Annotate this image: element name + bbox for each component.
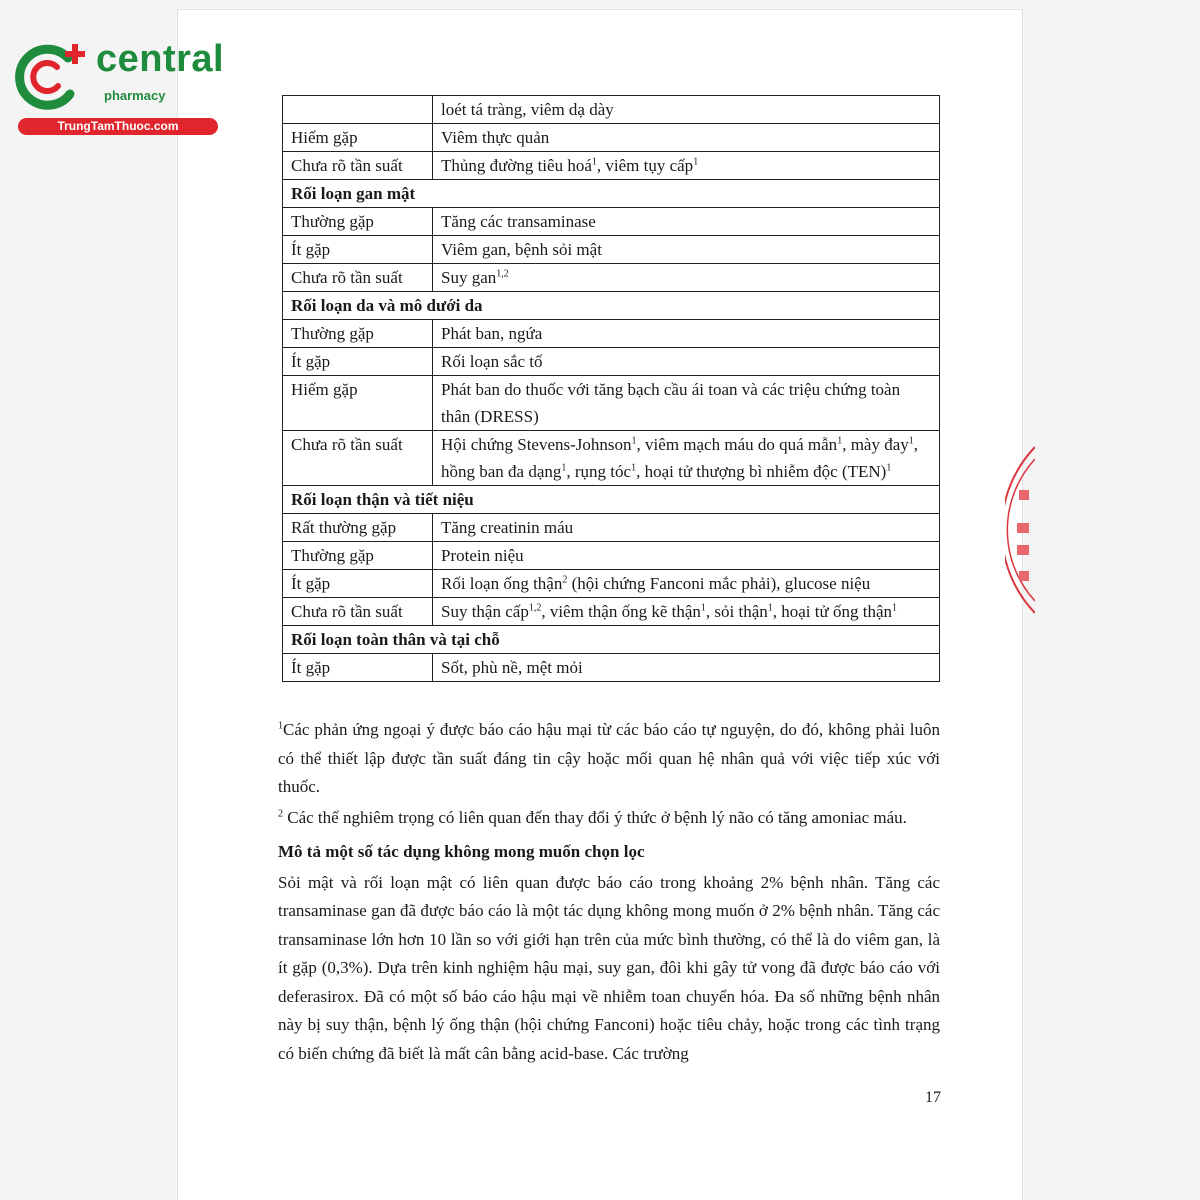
table-row xyxy=(283,598,940,626)
frequency-cell: Chưa rõ tần suất xyxy=(283,264,433,292)
pharmacy-c-plus-icon xyxy=(10,36,94,116)
table-row xyxy=(283,236,940,264)
effect-cell: Thủng đường tiêu hoá$^1$, viêm tụy cấp$^1$ xyxy=(433,152,940,180)
red-stamp-fragment xyxy=(1005,445,1035,615)
effect-cell: Tăng creatinin máu xyxy=(433,514,940,542)
frequency-cell: Ít gặp xyxy=(283,348,433,376)
effect-cell: Phát ban do thuốc với tăng bạch cầu ái toan và các triệu chứng toàn thân (DRESS) xyxy=(433,376,940,431)
frequency-cell xyxy=(283,96,433,124)
effect-cell: Viêm gan, bệnh sỏi mật xyxy=(433,236,940,264)
table-row xyxy=(283,320,940,348)
table-row xyxy=(283,96,940,124)
effect-cell: Viêm thực quản xyxy=(433,124,940,152)
effect-cell: Sốt, phù nề, mệt mỏi xyxy=(433,654,940,682)
central-pharmacy-logo xyxy=(8,36,225,136)
table-row xyxy=(283,542,940,570)
effect-cell: Suy gan$^{1,2}$ xyxy=(433,264,940,292)
section-row xyxy=(283,486,940,514)
effect-cell: Protein niệu xyxy=(433,542,940,570)
section-row xyxy=(283,180,940,208)
section-row xyxy=(283,626,940,654)
frequency-cell: Thường gặp xyxy=(283,320,433,348)
effect-cell: Hội chứng Stevens-Johnson$^1$, viêm mạch máu do quá mẫn$^1$, mày đay$^1$, hồng ban đa dạng$^1$, rụng tóc$^1$, hoại tử thượng bì nhiễm độc (TEN)$^1$ xyxy=(433,431,940,486)
table-row xyxy=(283,124,940,152)
effect-cell: loét tá tràng, viêm dạ dày xyxy=(433,96,940,124)
frequency-cell: Chưa rõ tần suất xyxy=(283,598,433,626)
frequency-cell: Chưa rõ tần suất xyxy=(283,431,433,486)
logo-subtitle: pharmacy xyxy=(104,88,166,103)
section-title: Rối loạn thận và tiết niệu xyxy=(283,486,940,514)
effect-cell: Suy thận cấp$^{1,2}$, viêm thận ống kẽ thận$^1$, sỏi thận$^1$, hoại tử ống thận$^1$ xyxy=(433,598,940,626)
frequency-cell: Thường gặp xyxy=(283,208,433,236)
section-title: Rối loạn gan mật xyxy=(283,180,940,208)
body-paragraph: Sỏi mật và rối loạn mật có liên quan được báo cáo trong khoảng 2% bệnh nhân. Tăng các transaminase gan đã được báo cáo là một tác dụng không mong muốn ở 2% bệnh nhân. Tăng các transaminase lớn hơn 10 lần so với giới hạn trên của mức bình thường, có thể là do viêm gan, là ít gặp (0,3%). Dựa trên kinh nghiệm hậu mại, suy gan, đôi khi gây tử vong đã được báo cáo với deferasirox. Đã có một số báo cáo hậu mại về nhiễm toan chuyển hóa. Đa số những bệnh nhân này bị suy thận, bệnh lý ống thận (hội chứng Fanconi) hoặc tiêu chảy, hoặc trong các tình trạng có biến chứng đã biết là mất cân bằng acid-base. Các trường xyxy=(278,872,940,1063)
footnote-2: $^2$ Các thể nghiêm trọng có liên quan đến thay đổi ý thức ở bệnh lý não có tăng amoniac máu. xyxy=(278,807,907,827)
page-number: 17 xyxy=(925,1089,941,1106)
frequency-cell: Ít gặp xyxy=(283,654,433,682)
frequency-cell: Ít gặp xyxy=(283,236,433,264)
effect-cell: Rối loạn sắc tố xyxy=(433,348,940,376)
section-heading: Mô tả một số tác dụng không mong muốn chọn lọc xyxy=(278,842,645,861)
frequency-cell: Rất thường gặp xyxy=(283,514,433,542)
notes-block xyxy=(278,716,940,1068)
table-row xyxy=(283,348,940,376)
effect-cell: Rối loạn ống thận$^2$ (hội chứng Fanconi mắc phải), glucose niệu xyxy=(433,570,940,598)
logo-site-badge: TrungTamThuoc.com xyxy=(18,118,218,135)
section-title: Rối loạn da và mô dưới da xyxy=(283,292,940,320)
table-row xyxy=(283,264,940,292)
section-title: Rối loạn toàn thân và tại chỗ xyxy=(283,626,940,654)
table-row xyxy=(283,152,940,180)
table-row xyxy=(283,570,940,598)
frequency-cell: Thường gặp xyxy=(283,542,433,570)
logo-wordmark: central xyxy=(96,38,225,80)
frequency-cell: Hiếm gặp xyxy=(283,376,433,431)
table-row xyxy=(283,514,940,542)
adverse-effects-table xyxy=(282,95,940,682)
frequency-cell: Chưa rõ tần suất xyxy=(283,152,433,180)
effect-cell: Phát ban, ngứa xyxy=(433,320,940,348)
frequency-cell: Ít gặp xyxy=(283,570,433,598)
table-row xyxy=(283,208,940,236)
frequency-cell: Hiếm gặp xyxy=(283,124,433,152)
table-row xyxy=(283,431,940,486)
table-row xyxy=(283,376,940,431)
section-row xyxy=(283,292,940,320)
table-row xyxy=(283,654,940,682)
footnote-1: $^1$Các phản ứng ngoại ý được báo cáo hậu mại từ các báo cáo tự nguyện, do đó, không phải luôn có thể thiết lập được tần suất đáng tin cậy hoặc mối quan hệ nhân quả với việc tiếp xúc với thuốc. xyxy=(278,720,940,796)
effect-cell: Tăng các transaminase xyxy=(433,208,940,236)
